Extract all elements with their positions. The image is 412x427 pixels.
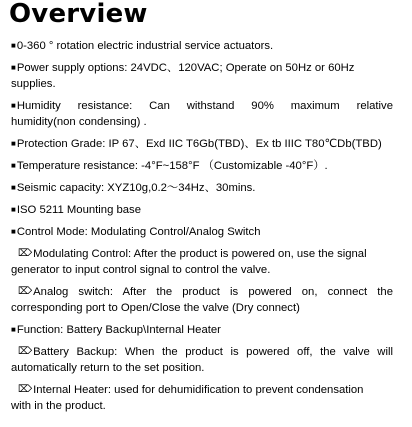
sub-item-text: Modulating Control: After the product is powered on, use the signal	[33, 248, 367, 260]
sub-item-text: Internal Heater: used for dehumidification to prevent condensation	[33, 384, 364, 396]
list-item-text: 0-360 ° rotation electric industrial service actuators.	[16, 40, 274, 52]
sub-item-text: Analog switch: After the product is powered on, connect the	[33, 286, 393, 298]
list-item-text: ISO 5211 Mounting base	[16, 204, 141, 216]
bullet-icon: ■	[11, 205, 16, 214]
list-item-protection-grade	[11, 136, 393, 152]
bullet-icon: ■	[11, 63, 16, 72]
page-title: Overview	[9, 0, 148, 29]
list-item-rotation	[11, 38, 393, 54]
list-item-text: Seismic capacity: XYZ10g,0.2～34Hz、30mins.	[16, 182, 256, 194]
bullet-icon: ■	[11, 183, 16, 192]
list-item-seismic	[11, 180, 393, 196]
sub-item-continuation: generator to input control signal to control the valve.	[11, 264, 271, 276]
sub-item-internal-heater	[11, 382, 393, 398]
bullet-icon: ■	[11, 227, 16, 236]
sub-item-continuation: corresponding port to Open/Close the valve (Dry connect)	[11, 302, 300, 314]
list-item-text: Power supply options: 24VDC、120VAC; Operate on 50Hz or 60Hz	[16, 62, 355, 74]
delete-right-icon: ⌦	[18, 286, 33, 297]
list-item-temperature	[11, 158, 393, 174]
bullet-icon: ■	[11, 325, 16, 334]
list-item-text: Function: Battery Backup\Internal Heater	[16, 324, 221, 336]
list-item-continuation: humidity(non condensing) .	[11, 116, 147, 128]
sub-item-continuation: with in the product.	[11, 400, 106, 412]
list-item-text: Humidity resistance: Can withstand 90% maximum relative	[16, 100, 393, 112]
delete-right-icon: ⌦	[18, 346, 33, 357]
list-item-text: Temperature resistance: -4°F~158°F （Customizable -40°F）.	[16, 160, 328, 172]
delete-right-icon: ⌦	[18, 384, 33, 395]
list-item-text: Protection Grade: IP 67、Exd IIC T6Gb(TBD)、Ex tb IIIC T80℃Db(TBD)	[16, 138, 382, 150]
sub-item-modulating-control	[11, 246, 393, 262]
bullet-icon: ■	[11, 161, 16, 170]
delete-right-icon: ⌦	[18, 248, 33, 259]
sub-item-analog-switch	[11, 284, 393, 300]
list-item-function	[11, 322, 393, 338]
list-item-continuation: supplies.	[11, 78, 56, 90]
list-item-text: Control Mode: Modulating Control/Analog Switch	[16, 226, 261, 238]
sub-item-text: Battery Backup: When the product is powered off, the valve will	[33, 346, 393, 358]
bullet-icon: ■	[11, 139, 16, 148]
list-item-mounting	[11, 202, 393, 218]
bullet-icon: ■	[11, 41, 16, 50]
list-item-humidity	[11, 98, 393, 114]
list-item-control-mode	[11, 224, 393, 240]
list-item-power-supply	[11, 60, 393, 76]
overview-list	[11, 38, 393, 420]
sub-item-continuation: automatically return to the set position.	[11, 362, 205, 374]
sub-item-battery-backup	[11, 344, 393, 360]
bullet-icon: ■	[11, 101, 16, 110]
